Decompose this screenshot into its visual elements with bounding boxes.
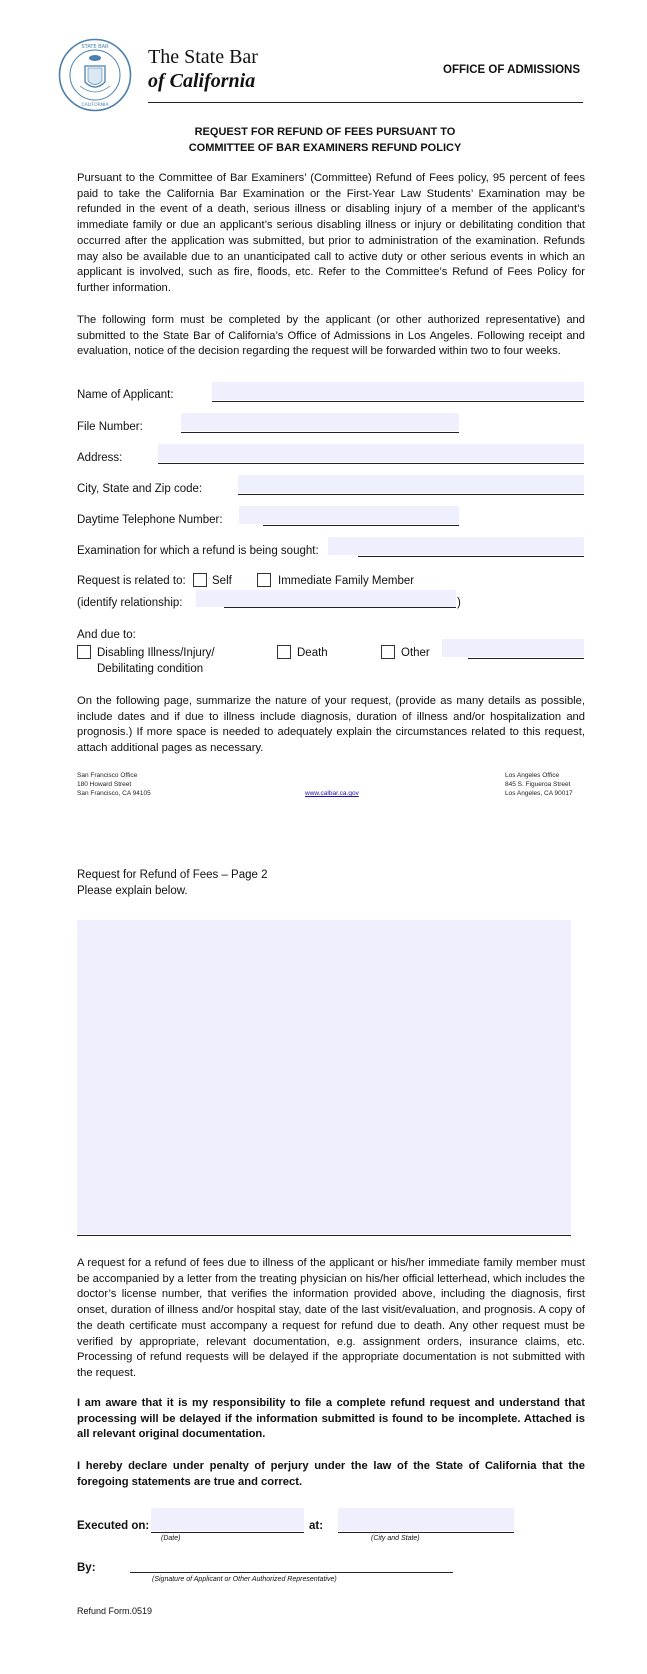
explanation-textarea[interactable] bbox=[77, 920, 571, 1234]
sf-office-line-1: San Francisco Office bbox=[77, 772, 138, 779]
executed-on-label: Executed on: bbox=[77, 1520, 150, 1532]
other-input[interactable] bbox=[442, 639, 584, 657]
other-label: Other bbox=[401, 647, 430, 659]
state-bar-seal-logo bbox=[58, 38, 132, 112]
date-caption: (Date) bbox=[161, 1535, 181, 1542]
phone-label: Daytime Telephone Number: bbox=[77, 514, 223, 526]
header-divider bbox=[148, 102, 583, 103]
city-state-zip-underline bbox=[238, 494, 584, 495]
self-checkbox[interactable] bbox=[193, 573, 207, 587]
at-label: at: bbox=[309, 1520, 324, 1532]
immediate-family-label: Immediate Family Member bbox=[278, 575, 415, 587]
city-state-zip-label: City, State and Zip code: bbox=[77, 483, 203, 495]
by-label: By: bbox=[77, 1562, 96, 1574]
perjury-declaration: I hereby declare under penalty of perjury under the law of the State of California that the foregoing statements are true and correct. bbox=[77, 1460, 585, 1488]
address-input[interactable] bbox=[158, 444, 584, 462]
death-checkbox[interactable] bbox=[277, 645, 291, 659]
sf-office-line-3: San Francisco, CA 94105 bbox=[77, 790, 151, 797]
relationship-input[interactable] bbox=[196, 590, 456, 607]
form-title bbox=[60, 124, 590, 156]
relationship-underline bbox=[224, 607, 456, 608]
la-office-address bbox=[505, 771, 573, 798]
summary-instructions-paragraph: On the following page, summarize the nature of your request, (provide as many details as possible, include dates and if due to illness include diagnosis, duration of illness and/or hospitalization and prognosis.) If more space is needed to adequately explain the circumstances related to this request, attach additional pages as necessary. bbox=[77, 695, 585, 755]
due-to-label: And due to: bbox=[77, 629, 136, 641]
exam-label: Examination for which a refund is being sought: bbox=[77, 545, 319, 557]
form-instructions-paragraph: The following form must be completed by the applicant (or other authorized representative) and submitted to the State Bar of California’s Office of Admissions in Los Angeles. Following receipt and evaluation, notice of the decision regarding the request will be forwarded within two to four weeks. bbox=[77, 314, 585, 358]
name-input[interactable] bbox=[212, 382, 584, 400]
office-name: OFFICE OF ADMISSIONS bbox=[443, 64, 580, 76]
city-state-input[interactable] bbox=[338, 1508, 514, 1531]
page-2-subheading: Please explain below. bbox=[77, 885, 188, 897]
illness-checkbox[interactable] bbox=[77, 645, 91, 659]
phone-underline bbox=[263, 525, 459, 526]
name-underline bbox=[212, 401, 584, 402]
form-number: Refund Form.0519 bbox=[77, 1606, 153, 1616]
other-checkbox[interactable] bbox=[381, 645, 395, 659]
sf-office-line-2: 180 Howard Street bbox=[77, 781, 132, 788]
file-number-label: File Number: bbox=[77, 421, 143, 433]
other-underline bbox=[468, 658, 584, 659]
file-number-input[interactable] bbox=[181, 413, 459, 431]
awareness-statement: I am aware that it is my responsibility to file a complete refund request and understand that processing will be delayed if the information submitted is found to be incomplete. Attached is all relevant original documentation. bbox=[77, 1397, 585, 1441]
related-label: Request is related to: bbox=[77, 575, 186, 587]
date-underline bbox=[151, 1532, 304, 1533]
sf-office-address bbox=[77, 771, 151, 798]
brand-line-1: The State Bar bbox=[148, 46, 258, 68]
intro-paragraph: Pursuant to the Committee of Bar Examiners’ (Committee) Refund of Fees policy, 95 percent of fees paid to take the California Bar Examination or the First-Year Law Students’ Examination may be refunded in the event of a death, serious illness or disabling injury of a member of the applicant’s immediate family or due an applicant’s serious disabling illness or injury or debilitating condition that occurred after the application was submitted, but prior to administration of the examination. Refunds may also be available due to an unanticipated call to active duty or other serious events in which an applicant is involved, such as fire, floods, etc. Refer to the Committee’s Refund of Fees Policy for further information. bbox=[77, 172, 585, 294]
death-label: Death bbox=[297, 647, 328, 659]
city-state-zip-input[interactable] bbox=[238, 475, 584, 493]
svg-text:STATE BAR: STATE BAR bbox=[81, 44, 109, 50]
illness-documentation-paragraph: A request for a refund of fees due to illness of the applicant or his/her immediate family member must be accompanied by a letter from the treating physician on his/her official letterhead, which includes the doctor’s license number, that verifies the information provided above, including the diagnosis, first onset, duration of illness and/or hospital stay, date of the last visit/evaluation, and prognosis. A copy of the death certificate must accompany a request for refund due to death. Any other request must be verified by appropriate, relevant documentation, e.g. assignment orders, insurance claims, etc. Processing of refund requests will be delayed if the appropriate documentation is not submitted with the request. bbox=[77, 1257, 585, 1379]
name-label: Name of Applicant: bbox=[77, 389, 174, 401]
brand-line-2: of California bbox=[148, 70, 256, 92]
city-state-caption: (City and State) bbox=[371, 1535, 420, 1542]
signature-caption: (Signature of Applicant or Other Authorized Representative) bbox=[152, 1576, 337, 1583]
illness-label-line-2: Debilitating condition bbox=[97, 663, 204, 675]
la-office-line-1: Los Angeles Office bbox=[505, 772, 560, 779]
date-input[interactable] bbox=[151, 1508, 304, 1531]
immediate-family-checkbox[interactable] bbox=[257, 573, 271, 587]
relationship-close-paren: ) bbox=[457, 597, 461, 609]
signature-line[interactable] bbox=[130, 1572, 453, 1573]
la-office-line-2: 845 S. Figueroa Street bbox=[505, 781, 571, 788]
la-office-line-3: Los Angeles, CA 90017 bbox=[505, 790, 573, 797]
explanation-underline bbox=[77, 1235, 571, 1236]
title-line-1: REQUEST FOR REFUND OF FEES PURSUANT TO bbox=[194, 126, 456, 138]
address-label: Address: bbox=[77, 452, 123, 464]
exam-underline bbox=[358, 556, 584, 557]
phone-input[interactable] bbox=[239, 506, 459, 524]
website-link[interactable]: www.calbar.ca.gov bbox=[305, 790, 359, 797]
self-label: Self bbox=[212, 575, 232, 587]
page-2-heading: Request for Refund of Fees – Page 2 bbox=[77, 869, 268, 881]
svg-text:CALIFORNIA: CALIFORNIA bbox=[81, 103, 109, 108]
address-underline bbox=[158, 463, 584, 464]
exam-input[interactable] bbox=[328, 537, 584, 555]
title-line-2: COMMITTEE OF BAR EXAMINERS REFUND POLICY bbox=[188, 142, 462, 154]
city-state-underline bbox=[338, 1532, 514, 1533]
identify-relationship-label: (identify relationship: bbox=[77, 597, 183, 609]
file-number-underline bbox=[181, 432, 459, 433]
illness-label-line-1: Disabling Illness/Injury/ bbox=[97, 647, 215, 659]
